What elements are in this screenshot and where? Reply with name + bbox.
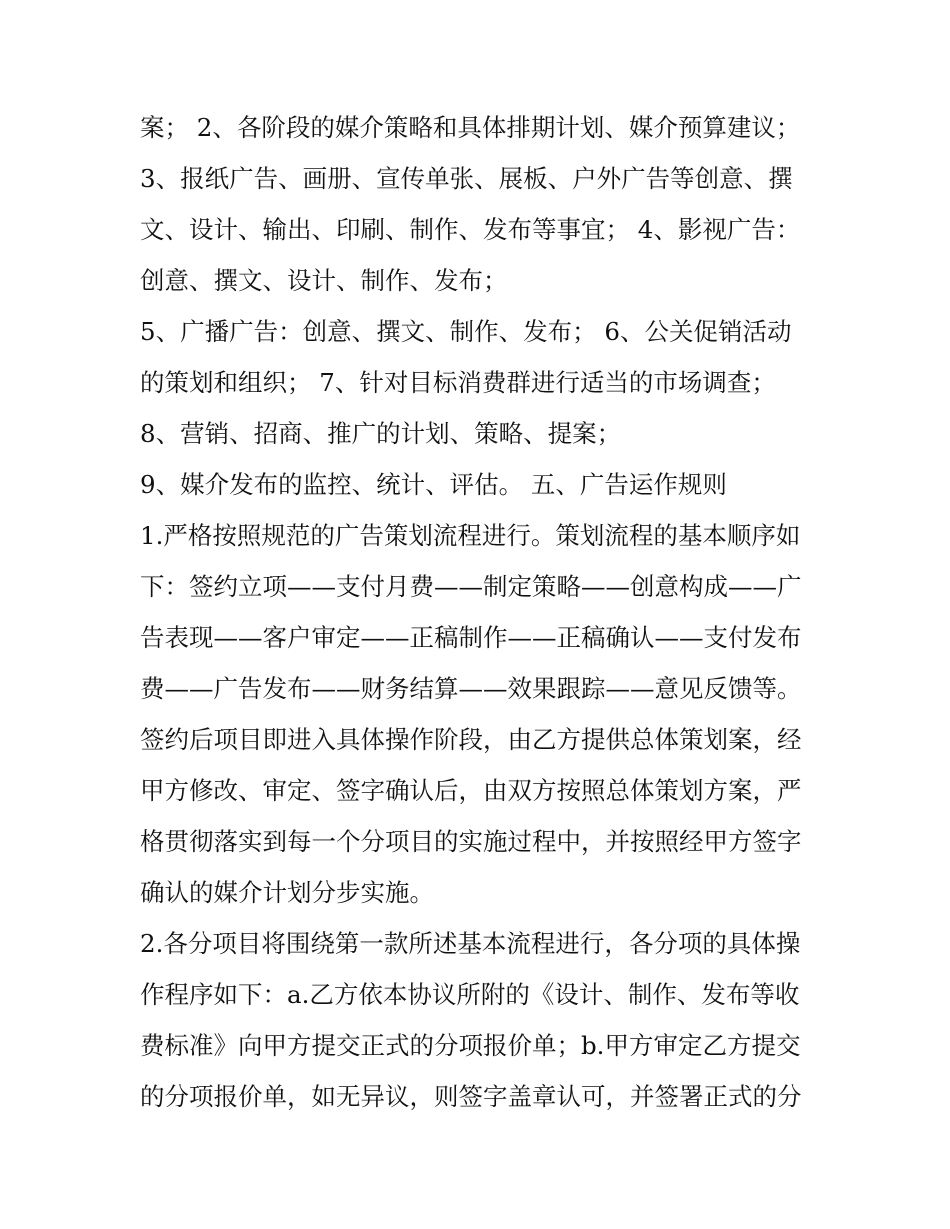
text-line: 告表现——客户审定——正稿制作——正稿确认——支付发布 <box>140 623 802 652</box>
text-line: 格贯彻落实到每一个分项目的实施过程中，并按照经甲方签字 <box>140 827 802 856</box>
text-line: 1.严格按照规范的广告策划流程进行。策划流程的基本顺序如 <box>140 521 801 550</box>
text-line: 甲方修改、审定、签字确认后，由双方按照总体策划方案，严 <box>140 776 802 805</box>
text-line: 2.各分项目将围绕第一款所述基本流程进行，各分项的具体操 <box>140 929 801 958</box>
text-line: 作程序如下：a.乙方依本协议所附的《设计、制作、发布等收 <box>140 980 800 1009</box>
text-line: 8、营销、招商、推广的计划、策略、提案； <box>140 419 622 448</box>
text-line: 费——广告发布——财务结算——效果跟踪——意见反馈等。 <box>140 674 802 703</box>
text-line: 的策划和组织； 7、针对目标消费群进行适当的市场调查； <box>140 368 776 397</box>
text-line: 5、广播广告：创意、撰文、制作、发布； 6、公关促销活动 <box>140 317 792 346</box>
text-line: 的分项报价单，如无异议，则签字盖章认可，并签署正式的分 <box>140 1082 802 1111</box>
text-line: 案； 2、各阶段的媒介策略和具体排期计划、媒介预算建议； <box>140 113 801 142</box>
text-line: 下：签约立项——支付月费——制定策略——创意构成——广 <box>140 572 802 601</box>
text-line: 9、媒介发布的监控、统计、评估。 五、广告运作规则 <box>140 470 727 499</box>
text-line: 3、报纸广告、画册、宣传单张、展板、户外广告等创意、撰 <box>140 164 793 193</box>
text-line: 签约后项目即进入具体操作阶段，由乙方提供总体策划案，经 <box>140 725 802 754</box>
text-line: 费标准》向甲方提交正式的分项报价单；b.甲方审定乙方提交 <box>140 1031 801 1060</box>
text-line: 确认的媒介计划分步实施。 <box>140 878 434 907</box>
text-line: 创意、撰文、设计、制作、发布； <box>140 266 508 295</box>
text-line: 文、设计、输出、印刷、制作、发布等事宜； 4、影视广告： <box>140 215 801 244</box>
